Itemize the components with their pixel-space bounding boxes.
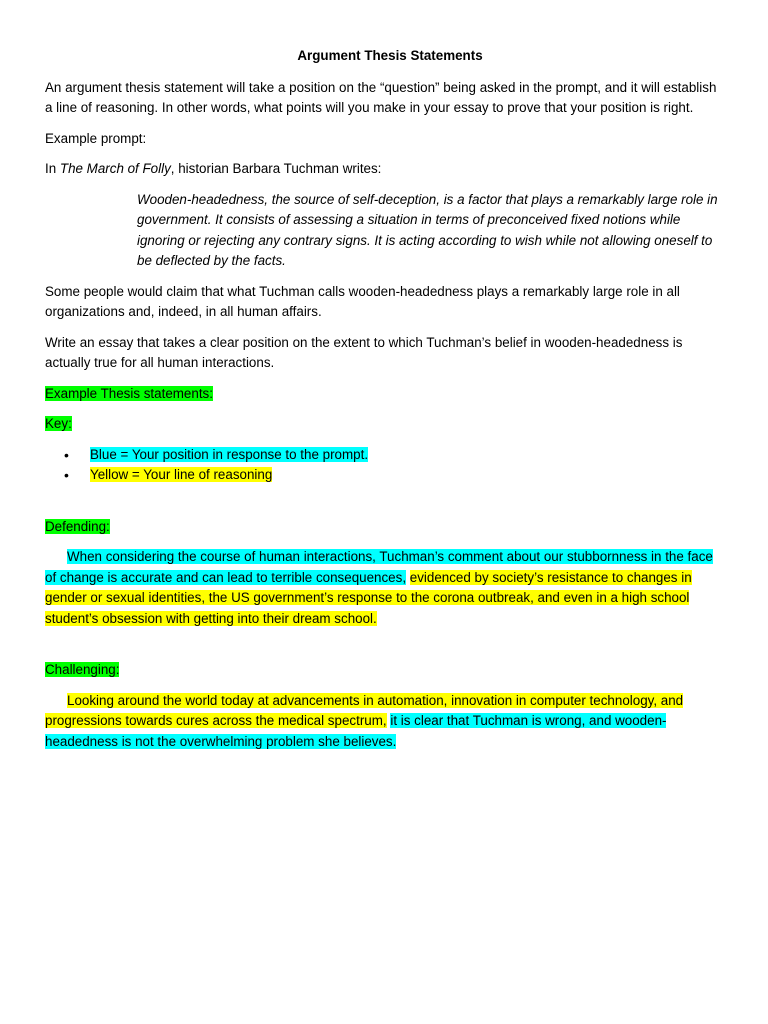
- key-label: Key:: [45, 416, 72, 431]
- defending-position: When considering the course of human interactions, Tuchman’s comment about our stubbornness in the face of change is accurate and can lead to terrible consequences,: [45, 549, 713, 585]
- tuchman-intro-pre: In: [45, 161, 60, 176]
- task-paragraph: Write an essay that takes a clear position on the extent to which Tuchman’s belief in wooden-headedness is actually true for all human interactions.: [45, 334, 683, 370]
- challenging-label-row: [45, 660, 723, 681]
- key-item-blue-text: Blue = Your position in response to the prompt.: [90, 446, 369, 462]
- defending-reasoning: evidenced by society’s resistance to changes in gender or sexual identities, the US government’s response to the corona outbreak, and even in a high school student’s obsession with getting into their dream school.: [45, 569, 692, 626]
- intro-paragraph: An argument thesis statement will take a position on the “question” being asked in the prompt, and it will establish a line of reasoning. In other words, what points will you make in your essay to prove that your position is right.: [45, 79, 717, 115]
- document-title: Argument Thesis Statements: [297, 48, 483, 63]
- example-thesis-label: Example Thesis statements:: [45, 385, 213, 401]
- key-item-yellow-text: Yellow = Your line of reasoning: [90, 467, 273, 482]
- defending-label: Defending:: [45, 518, 110, 534]
- spacer: [45, 639, 723, 660]
- challenging-reasoning: Looking around the world today at advancements in automation, innovation in computer technology, and progressions towards cures across the medical spectrum,: [45, 692, 684, 728]
- bullet-icon: •: [64, 446, 69, 463]
- challenging-position: it is clear that Tuchman is wrong, and wooden-headedness is not the overwhelming problem she believes.: [45, 713, 667, 749]
- challenging-label: Challenging:: [45, 662, 120, 677]
- defending-thesis: [45, 547, 723, 629]
- example-thesis-label-row: [45, 384, 723, 405]
- key-item-blue: [64, 445, 723, 466]
- key-label-row: [45, 414, 723, 435]
- book-title: The March of Folly: [59, 161, 171, 176]
- defending-label-row: [45, 517, 723, 538]
- document-body: [45, 46, 723, 762]
- bullet-icon: •: [64, 467, 69, 483]
- tuchman-intro-line: [45, 159, 723, 180]
- claim-paragraph: Some people would claim that what Tuchman calls wooden-headedness plays a remarkably large role in all organizations and, indeed, in all human affairs.: [45, 283, 680, 319]
- spacer: [45, 496, 723, 517]
- key-list: [45, 445, 723, 486]
- tuchman-intro-post: , historian Barbara Tuchman writes:: [170, 161, 382, 176]
- example-prompt-label: Example prompt:: [45, 130, 147, 146]
- tuchman-quote: Wooden-headedness, the source of self-deception, is a factor that plays a remarkably large role in government. It consists of assessing a situation in terms of preconceived fixed notions while ignoring or rejecting any contrary signs. It is acting according to wish while not allowing oneself to be deflected by the facts.: [137, 191, 718, 268]
- challenging-thesis: [45, 691, 723, 753]
- key-item-yellow: [64, 465, 723, 486]
